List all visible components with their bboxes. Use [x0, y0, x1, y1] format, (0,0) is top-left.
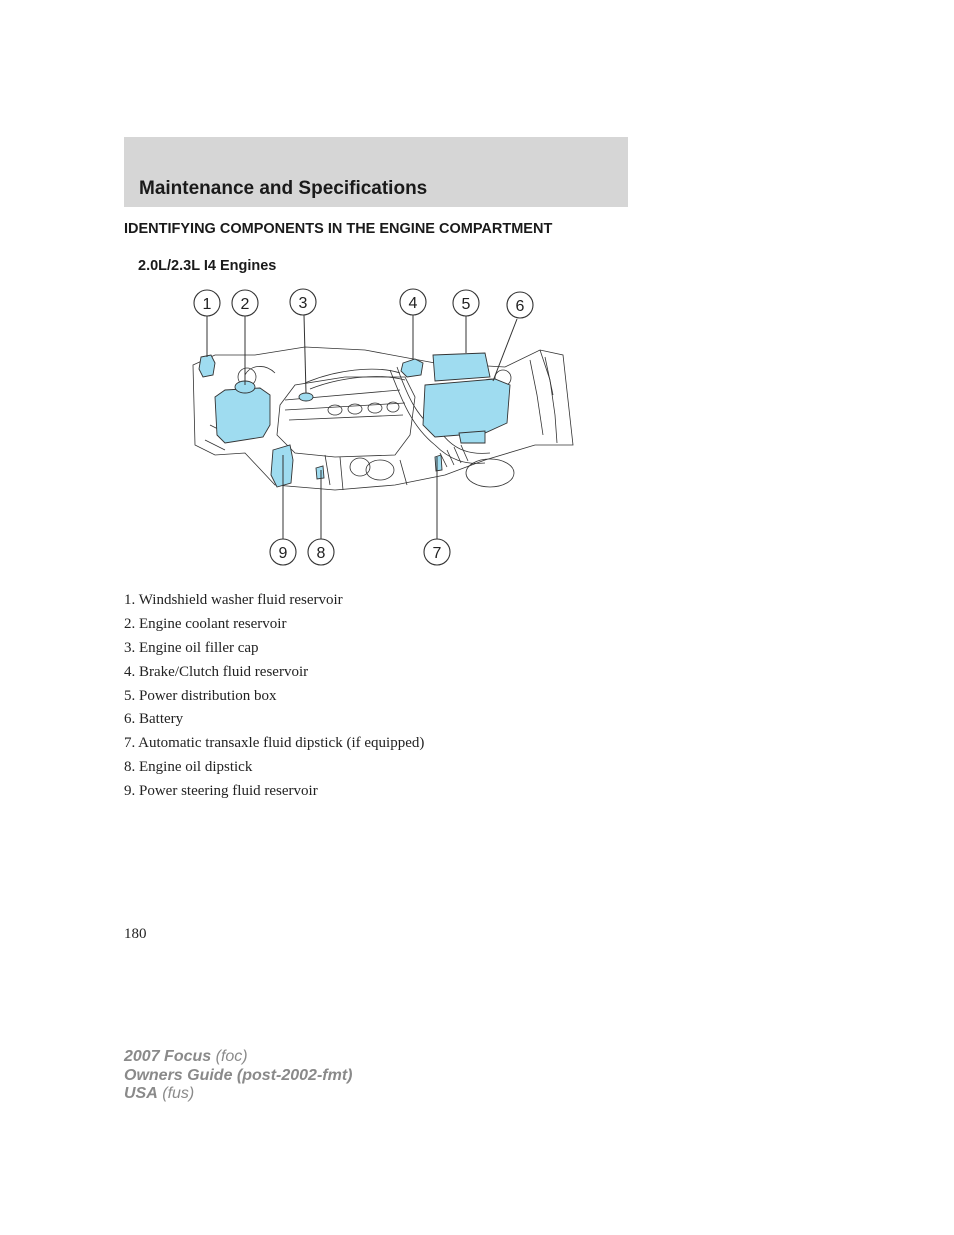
svg-text:8: 8: [316, 545, 326, 562]
page-number: 180: [124, 926, 147, 942]
legend-item: 8. Engine oil dipstick: [124, 759, 253, 776]
legend-item: 4. Brake/Clutch fluid reservoir: [124, 663, 309, 680]
engine-compartment-diagram: [185, 285, 580, 570]
callout-5: [453, 290, 479, 316]
callout-6: [507, 292, 533, 318]
legend-item: 6. Battery: [124, 711, 184, 728]
callout-8: [308, 539, 334, 565]
header-band: [124, 137, 628, 207]
callout-3: [290, 289, 316, 315]
svg-text:3: 3: [298, 295, 308, 312]
svg-text:4: 4: [408, 295, 418, 312]
page-title: Maintenance and Specifications: [139, 178, 428, 199]
document-footer: [124, 1048, 352, 1104]
sub-heading: 2.0L/2.3L I4 Engines: [138, 258, 277, 274]
legend-item: 9. Power steering fluid reservoir: [124, 783, 318, 800]
svg-text:6: 6: [515, 298, 525, 315]
svg-text:1: 1: [202, 296, 212, 313]
callout-1: [194, 290, 220, 316]
footer-line-3: USA (fus): [124, 1085, 195, 1102]
legend-item: 2. Engine coolant reservoir: [124, 615, 287, 632]
footer-line-1: 2007 Focus (foc): [124, 1048, 248, 1065]
callout-7: [424, 539, 450, 565]
section-heading: IDENTIFYING COMPONENTS IN THE ENGINE COMPARTMENT: [124, 221, 553, 237]
callout-4: [400, 289, 426, 315]
legend-item: 5. Power distribution box: [124, 687, 277, 704]
callout-9: [270, 539, 296, 565]
legend-item: 3. Engine oil filler cap: [124, 639, 259, 656]
svg-text:7: 7: [432, 545, 442, 562]
svg-text:9: 9: [278, 545, 288, 562]
svg-text:5: 5: [461, 296, 471, 313]
component-legend: [124, 589, 424, 804]
legend-item: 1. Windshield washer fluid reservoir: [124, 592, 343, 608]
callout-2: [232, 290, 258, 316]
legend-item: 7. Automatic transaxle fluid dipstick (if equipped): [124, 735, 425, 752]
footer-line-2: Owners Guide (post-2002-fmt): [124, 1066, 353, 1084]
svg-text:2: 2: [240, 296, 250, 313]
